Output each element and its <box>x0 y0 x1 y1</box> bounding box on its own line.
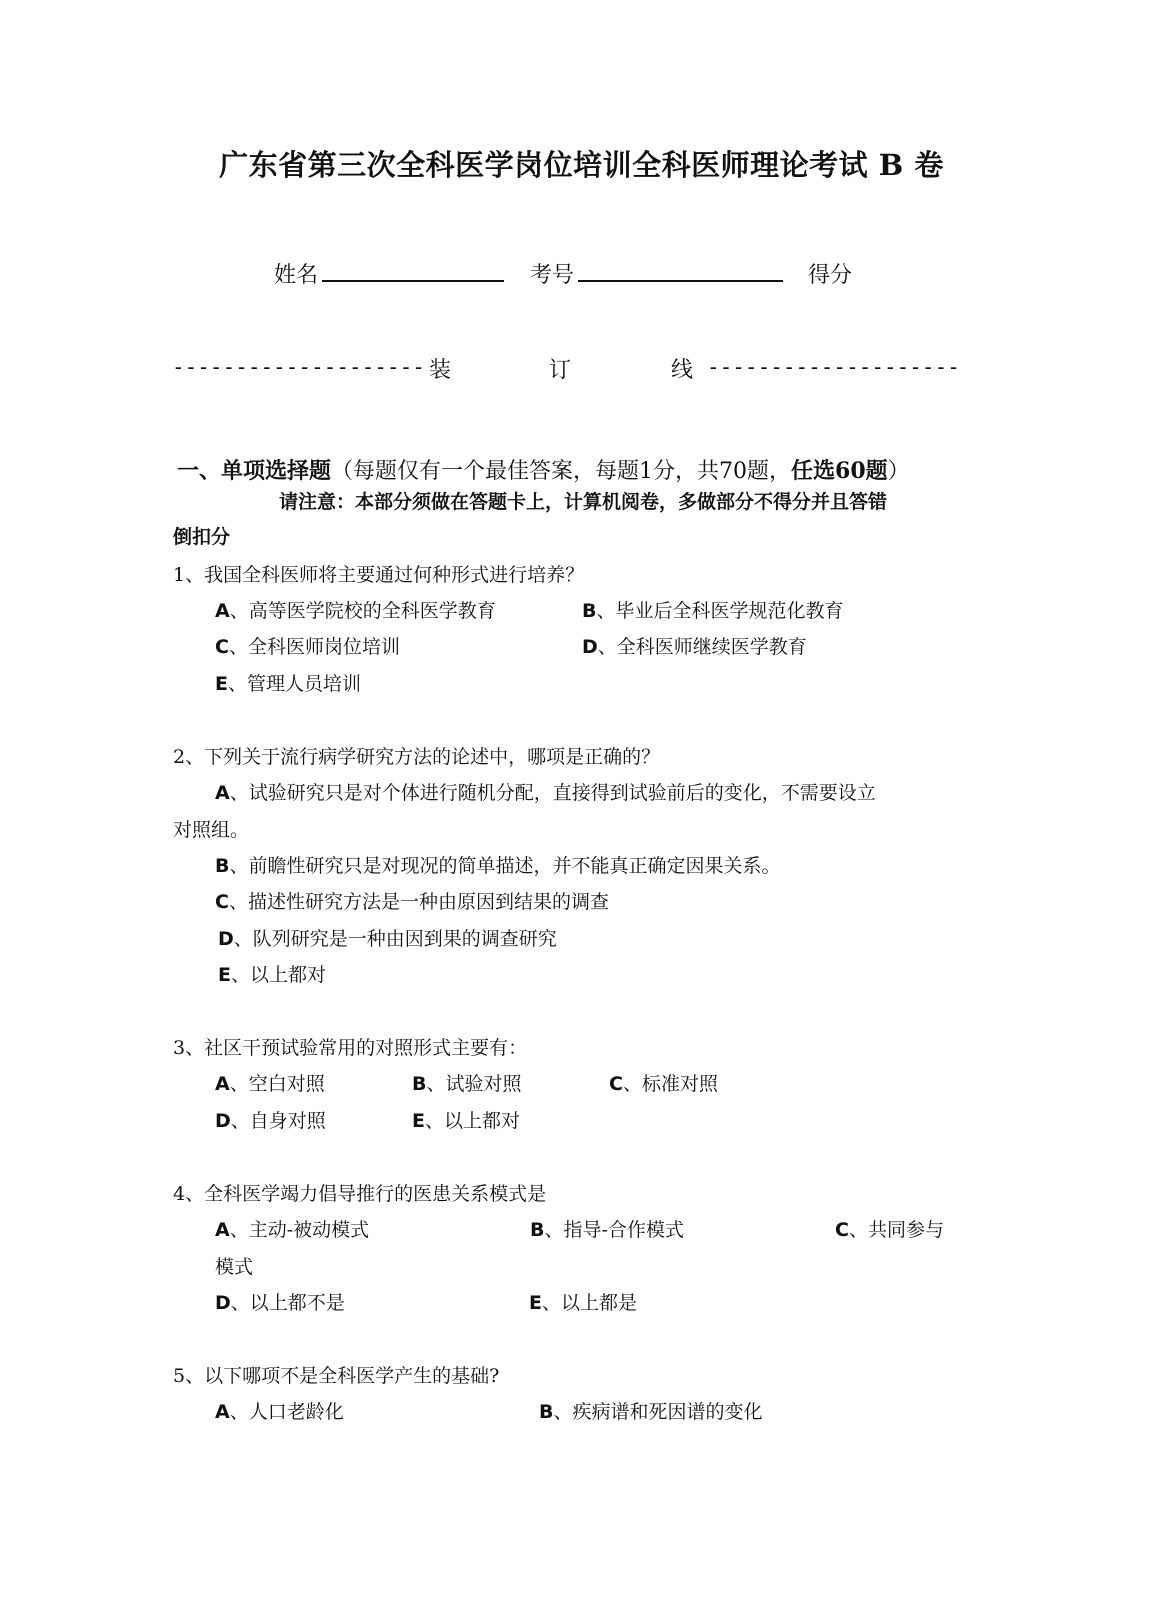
section-note-suffix: ） <box>887 459 910 484</box>
question-2-option-c <box>215 887 609 914</box>
question-5-stem: 5、以下哪项不是全科医学产生的基础? <box>173 1365 500 1387</box>
question-3-option-d <box>215 1106 326 1133</box>
option-text: 、主动-被动模式 <box>229 1219 370 1241</box>
option-letter: E <box>215 673 228 695</box>
question-4-stem: 4、全科医学竭力倡导推行的医患关系模式是 <box>173 1183 547 1205</box>
option-letter: D <box>218 928 234 950</box>
option-letter: B <box>412 1073 427 1095</box>
option-letter: E <box>218 964 231 986</box>
option-letter: D <box>215 1292 231 1314</box>
question-2-option-e <box>218 960 326 987</box>
option-letter: A <box>215 1401 230 1423</box>
option-text: 、试验研究只是对个体进行随机分配，直接得到试验前后的变化，不需要设立 <box>229 782 876 804</box>
id-label: 考号 <box>530 263 575 288</box>
option-text: 、空白对照 <box>229 1073 325 1095</box>
binding-char-xian: 线 <box>671 358 694 383</box>
option-letter: C <box>215 891 229 913</box>
option-letter: D <box>582 636 598 658</box>
option-text: 、自身对照 <box>230 1110 326 1132</box>
binding-dashes-left: -------------------- <box>172 355 425 379</box>
option-text: 、高等医学院校的全科医学教育 <box>229 600 496 622</box>
option-letter: C <box>215 636 229 658</box>
question-4-option-a <box>215 1215 369 1242</box>
option-letter: A <box>215 782 230 804</box>
score-label: 得分 <box>808 263 853 288</box>
option-text: 、全科医师继续医学教育 <box>597 636 807 658</box>
option-text: 、指导-合作模式 <box>544 1219 684 1241</box>
option-letter: A <box>215 1219 230 1241</box>
option-letter: C <box>835 1219 849 1241</box>
name-label: 姓名 <box>274 263 319 288</box>
option-text: 、标准对照 <box>622 1073 718 1095</box>
option-text: 、共同参与 <box>848 1219 944 1241</box>
option-text: 、队列研究是一种由因到果的调查研究 <box>233 928 557 950</box>
section-title: 一、单项选择题 <box>177 458 332 484</box>
binding-char-zhuang: 装 <box>429 358 452 383</box>
option-letter: A <box>215 600 230 622</box>
question-2-stem: 2、下列关于流行病学研究方法的论述中，哪项是正确的？ <box>173 746 661 768</box>
question-1-option-c <box>215 632 400 659</box>
option-text: 、描述性研究方法是一种由原因到结果的调查 <box>228 891 609 913</box>
section-note-prefix: （每题仅有一个最佳答案，每题1分，共70题， <box>331 459 792 484</box>
option-text: 、以上都对 <box>230 964 326 986</box>
option-letter: D <box>215 1110 231 1132</box>
question-1-option-d <box>582 632 807 659</box>
question-4-option-d <box>215 1288 345 1315</box>
question-5-option-b <box>539 1397 763 1424</box>
section-heading <box>177 454 910 485</box>
name-blank <box>322 280 504 282</box>
question-1-option-b <box>582 596 844 623</box>
question-2-option-a-continued: 对照组。 <box>173 819 250 841</box>
question-5-option-a <box>215 1397 344 1424</box>
question-3-stem: 3、社区干预试验常用的对照形式主要有： <box>173 1037 528 1059</box>
question-1-option-a <box>215 596 496 623</box>
question-3-option-a <box>215 1069 325 1096</box>
option-letter: B <box>539 1401 554 1423</box>
option-letter: C <box>609 1073 623 1095</box>
question-4-option-b <box>530 1215 684 1242</box>
exam-title: 广东省第三次全科医学岗位培训全科医师理论考试 B 卷 <box>219 148 944 182</box>
question-4-option-e <box>529 1288 637 1315</box>
question-3-option-e <box>412 1106 520 1133</box>
question-2-option-a <box>215 778 876 805</box>
option-text: 、前瞻性研究只是对现况的简单描述，并不能真正确定因果关系。 <box>229 855 781 877</box>
option-letter: A <box>215 1073 230 1095</box>
option-letter: E <box>412 1110 425 1132</box>
question-4-option-c-continued: 模式 <box>215 1256 254 1278</box>
question-3-option-c <box>609 1069 718 1096</box>
option-letter: E <box>529 1292 542 1314</box>
question-2-option-d <box>218 924 557 951</box>
option-text: 、全科医师岗位培训 <box>228 636 400 658</box>
binding-dashes-right: -------------------- <box>707 355 960 379</box>
section-note-bold: 任选60题 <box>791 458 888 484</box>
notice-line-1: 请注意：本部分须做在答题卡上，计算机阅卷，多做部分不得分并且答错 <box>279 491 888 513</box>
question-1-stem: 1、我国全科医师将主要通过何种形式进行培养？ <box>173 564 585 586</box>
question-1-option-e <box>215 669 361 696</box>
option-text: 、试验对照 <box>426 1073 522 1095</box>
notice-line-2: 倒扣分 <box>173 526 231 548</box>
id-blank <box>578 280 783 282</box>
question-4-option-c <box>835 1215 944 1242</box>
option-letter: B <box>530 1219 545 1241</box>
option-letter: B <box>215 855 230 877</box>
option-text: 、管理人员培训 <box>227 673 361 695</box>
option-text: 、人口老龄化 <box>229 1401 344 1423</box>
option-letter: B <box>582 600 597 622</box>
option-text: 、毕业后全科医学规范化教育 <box>596 600 844 622</box>
option-text: 、以上都不是 <box>230 1292 345 1314</box>
option-text: 、疾病谱和死因谱的变化 <box>553 1401 763 1423</box>
question-2-option-b <box>215 851 781 878</box>
question-3-option-b <box>412 1069 522 1096</box>
option-text: 、以上都是 <box>541 1292 637 1314</box>
binding-char-ding: 订 <box>549 358 572 383</box>
option-text: 、以上都对 <box>424 1110 520 1132</box>
